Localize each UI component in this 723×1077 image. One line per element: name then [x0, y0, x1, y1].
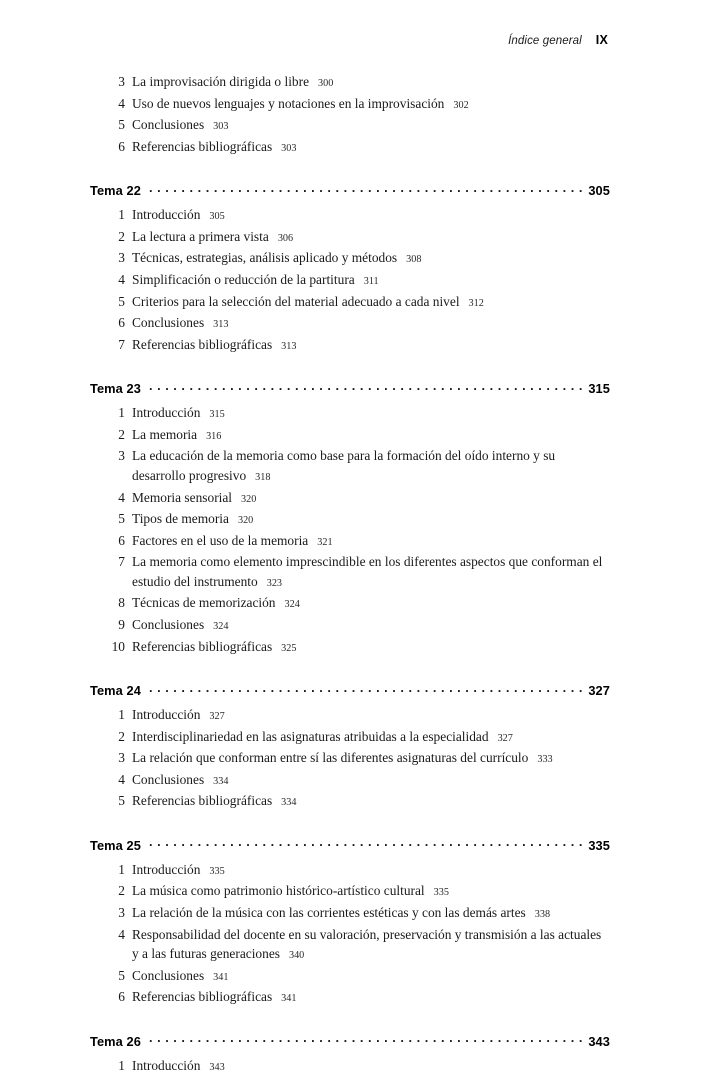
toc-entry[interactable]	[90, 425, 610, 447]
toc-entry[interactable]	[90, 1056, 610, 1077]
toc-entry-page-number: 311	[363, 275, 379, 287]
toc-entry-page-number: 338	[534, 909, 551, 920]
toc-entry-title: Responsabilidad del docente en su valoración, preservación y transmisión a las actuales y a las futuras generaciones	[132, 926, 602, 962]
toc-entry-page-number: 333	[537, 754, 553, 766]
toc-entry-page-number: 303	[281, 142, 297, 154]
toc-entry-body	[132, 425, 610, 447]
toc-entry-page-number: 335	[209, 865, 225, 877]
toc-entry-page-number: 306	[277, 232, 294, 244]
toc-entry[interactable]	[90, 637, 610, 659]
toc-entry-body	[132, 488, 610, 510]
toc-entry-title: Introducción	[132, 1057, 201, 1073]
toc-entry-title: La improvisación dirigida o libre	[132, 74, 310, 89]
toc-entry[interactable]	[90, 227, 610, 249]
toc-entry-title: Memoria sensorial	[132, 489, 233, 505]
toc-section	[90, 1033, 610, 1077]
toc-entry-page-number: 327	[209, 711, 225, 723]
toc-entry-title: La lectura a primera vista	[132, 228, 269, 244]
toc-entry-title: Técnicas de memorización	[132, 595, 276, 611]
toc-entry-number: 2	[118, 728, 125, 744]
toc-entry-page-number: 320	[237, 515, 254, 527]
toc-entry-title: Técnicas, estrategias, análisis aplicado y métodos	[132, 250, 398, 266]
toc-entry-number: 2	[118, 426, 125, 442]
toc-entry-page-number: 321	[317, 536, 333, 548]
dot-leader	[149, 182, 582, 195]
toc-entry-page-number: 320	[241, 493, 257, 505]
toc-entry-title: Introducción	[132, 861, 201, 877]
toc-entry-page-number: 323	[266, 577, 282, 589]
toc-entry[interactable]	[90, 925, 610, 966]
toc-entry-page-number: 313	[281, 340, 297, 352]
toc-entry-title: Criterios para la selección del material adecuado a cada nivel	[132, 293, 460, 309]
toc-entry-body	[132, 637, 610, 659]
toc-entry[interactable]	[90, 705, 610, 727]
dot-leader	[149, 1033, 582, 1046]
toc-entry-page-number: 340	[288, 950, 305, 962]
toc-entry-number: 5	[118, 511, 125, 527]
toc-entry-body	[132, 987, 610, 1009]
toc-entry-number: 9	[118, 617, 125, 633]
toc-entry[interactable]	[90, 791, 610, 813]
toc-entry-title: Introducción	[132, 707, 201, 723]
toc-entry-body	[132, 115, 610, 137]
toc-entry-page-number: 308	[406, 254, 422, 266]
toc-section-heading-label: Tema 22	[90, 183, 141, 199]
toc-section-page-number: 315	[588, 381, 610, 397]
toc-entry-number: 1	[118, 707, 125, 723]
toc-entry-number: 3	[118, 750, 125, 766]
toc-entry-body	[132, 881, 610, 903]
toc-entry-title: Tipos de memoria	[132, 511, 229, 527]
toc-entry-title: Factores en el uso de la memoria	[132, 532, 309, 548]
dot-leader	[149, 837, 582, 850]
toc-entry-number: 5	[118, 967, 125, 983]
toc-entry-body	[132, 593, 610, 615]
toc-entry-body	[132, 72, 610, 94]
toc-entry-body	[132, 1056, 610, 1077]
toc-entry-body	[132, 903, 610, 925]
toc-entry-title: Uso de nuevos lenguajes y notaciones en la improvisación	[132, 95, 445, 111]
toc-section-page-number: 327	[588, 683, 610, 699]
toc-section-page-number: 335	[588, 837, 610, 853]
toc-entry-number: 1	[118, 207, 125, 223]
toc-section	[90, 182, 610, 356]
toc-entry-title: Referencias bibliográficas	[132, 793, 273, 809]
toc-entry-page-number: 334	[281, 797, 297, 809]
toc-entry-number: 1	[118, 405, 125, 421]
toc-entry-number: 3	[118, 905, 125, 920]
toc-entry-number: 10	[111, 638, 125, 654]
toc-section-heading[interactable]	[90, 1033, 610, 1049]
toc-entry-number: 4	[118, 771, 125, 787]
toc-entry-title: La relación de la música con las corrientes estéticas y con las demás artes	[132, 905, 526, 920]
toc-section	[90, 72, 610, 158]
toc-entry[interactable]	[90, 552, 610, 593]
toc-entry-body	[132, 531, 610, 553]
toc-entry[interactable]	[90, 72, 610, 94]
toc-entry-number: 6	[118, 138, 125, 154]
toc-entry[interactable]	[90, 860, 610, 882]
toc-entry[interactable]	[90, 313, 610, 335]
toc-entry-body	[132, 270, 610, 292]
toc-entry[interactable]	[90, 727, 610, 749]
toc-entry[interactable]	[90, 509, 610, 531]
toc-entry-number: 1	[118, 1057, 125, 1073]
toc-entry-title: Conclusiones	[132, 117, 205, 133]
toc-entry-page-number: 303	[213, 121, 229, 133]
toc-entry[interactable]	[90, 292, 610, 314]
toc-section	[90, 380, 610, 658]
toc-entry-number: 3	[118, 74, 125, 89]
toc-section	[90, 837, 610, 1009]
toc-entry[interactable]	[90, 94, 610, 116]
toc-section-heading[interactable]	[90, 682, 610, 698]
toc-entry-body	[132, 509, 610, 531]
toc-entry-body	[132, 137, 610, 159]
toc-entry-number: 5	[118, 117, 125, 133]
toc-entry-number: 7	[118, 336, 125, 352]
toc-entry-title: Conclusiones	[132, 967, 205, 983]
toc-entry-body	[132, 727, 610, 749]
toc-section-heading[interactable]	[90, 380, 610, 396]
toc-section-heading-label: Tema 26	[90, 1033, 141, 1049]
page-folio-number: IX	[595, 33, 608, 47]
toc-section-page-number: 343	[588, 1033, 610, 1049]
toc-entry-page-number: 324	[284, 599, 300, 611]
toc-entry[interactable]	[90, 903, 610, 925]
toc-entry-title: La memoria	[132, 426, 198, 442]
dot-leader	[149, 380, 582, 393]
toc-entry-page-number: 300	[318, 78, 334, 89]
toc-entry-body	[132, 925, 610, 966]
toc-entry-title: La música como patrimonio histórico-artístico cultural	[132, 883, 425, 899]
toc-entry-body	[132, 403, 610, 425]
toc-entry-number: 5	[118, 793, 125, 809]
toc-entry-title: La educación de la memoria como base para la formación del oído interno y su desarrollo progresivo	[132, 448, 556, 483]
toc-entry[interactable]	[90, 966, 610, 988]
toc-entry-page-number: 313	[213, 319, 229, 331]
toc-entry[interactable]	[90, 335, 610, 357]
toc-entry[interactable]	[90, 770, 610, 792]
toc-entry-number: 1	[118, 861, 125, 877]
toc-entry-body	[132, 791, 610, 813]
toc-entry-number: 4	[118, 95, 125, 111]
toc-entry-number: 2	[118, 883, 125, 899]
toc-entry-title: Conclusiones	[132, 315, 205, 331]
toc-entry[interactable]	[90, 446, 610, 487]
toc-entry-page-number: 305	[209, 211, 225, 223]
toc-entry-title: Simplificación o reducción de la partitura	[132, 271, 355, 287]
toc-entry-body	[132, 248, 610, 270]
toc-entry[interactable]	[90, 403, 610, 425]
toc-entry[interactable]	[90, 115, 610, 137]
toc-entry-number: 6	[118, 315, 125, 331]
dot-leader	[149, 682, 582, 695]
running-head-title: Índice general	[508, 35, 582, 47]
toc-entry-body	[132, 966, 610, 988]
toc-entry-page-number: 324	[213, 621, 229, 633]
toc-entry-page-number: 325	[281, 642, 297, 654]
toc-section-heading[interactable]	[90, 182, 610, 198]
toc-entry-body	[132, 205, 610, 227]
toc-section-page-number: 305	[588, 183, 610, 199]
toc-entry-title: Referencias bibliográficas	[132, 638, 273, 654]
toc-entry-body	[132, 748, 610, 770]
toc-entry-number: 5	[118, 293, 125, 309]
toc-entry[interactable]	[90, 137, 610, 159]
toc-section-heading-label: Tema 23	[90, 381, 141, 397]
toc-entry[interactable]	[90, 881, 610, 903]
toc-entry-number: 4	[118, 489, 125, 505]
toc-entry-title: La relación que conforman entre sí las diferentes asignaturas del currículo	[132, 750, 529, 766]
toc-entry-body	[132, 313, 610, 335]
toc-entry-body	[132, 770, 610, 792]
toc-entry-page-number: 315	[209, 409, 225, 421]
toc-entry[interactable]	[90, 488, 610, 510]
toc-entry-body	[132, 615, 610, 637]
toc-entry[interactable]	[90, 987, 610, 1009]
toc-entry-page-number: 334	[213, 775, 229, 787]
toc-entry-number: 6	[118, 532, 125, 548]
toc-entry-page-number: 341	[213, 971, 229, 983]
toc-entry-title: Conclusiones	[132, 617, 205, 633]
toc-entry-number: 6	[118, 989, 125, 1005]
toc-entry-page-number: 302	[453, 99, 469, 111]
toc-entry-title: Introducción	[132, 207, 201, 223]
toc-entry-title: Interdisciplinariedad en las asignaturas atribuidas a la especialidad	[132, 728, 489, 744]
toc-entry[interactable]	[90, 593, 610, 615]
toc-entry-title: Conclusiones	[132, 771, 205, 787]
toc-entry[interactable]	[90, 531, 610, 553]
toc-entry-body	[132, 292, 610, 314]
toc-entry-body	[132, 227, 610, 249]
toc-entry-page-number: 341	[281, 993, 297, 1005]
toc-entry-number: 3	[118, 250, 125, 266]
toc-entry[interactable]	[90, 748, 610, 770]
toc-entry-number: 4	[118, 926, 125, 942]
toc-entry-number: 3	[118, 448, 125, 464]
running-head	[116, 33, 608, 53]
toc-entry-body	[132, 94, 610, 116]
toc-entry-body	[132, 335, 610, 357]
table-of-contents	[90, 72, 610, 1077]
toc-entry-body	[132, 705, 610, 727]
toc-entry-page-number: 318	[255, 471, 271, 483]
toc-entry[interactable]	[90, 270, 610, 292]
toc-entry-title: Referencias bibliográficas	[132, 336, 273, 352]
toc-entry-title: Introducción	[132, 405, 201, 421]
toc-entry-number: 4	[118, 271, 125, 287]
toc-entry[interactable]	[90, 615, 610, 637]
toc-entry-title: Referencias bibliográficas	[132, 989, 273, 1005]
toc-entry-body	[132, 446, 610, 487]
toc-entry-body	[132, 860, 610, 882]
toc-entry-title: La memoria como elemento imprescindible en los diferentes aspectos que conforman el estudio del instrumento	[132, 554, 603, 589]
toc-entry-number: 2	[118, 228, 125, 244]
toc-section-heading-label: Tema 25	[90, 837, 141, 853]
toc-entry-page-number: 327	[497, 732, 513, 744]
toc-entry-page-number: 316	[206, 430, 222, 442]
toc-section	[90, 682, 610, 813]
toc-entry-page-number: 343	[209, 1061, 225, 1073]
toc-entry[interactable]	[90, 205, 610, 227]
toc-entry-title: Referencias bibliográficas	[132, 138, 273, 154]
toc-entry-body	[132, 552, 610, 593]
toc-section-heading-label: Tema 24	[90, 683, 141, 699]
toc-entry-number: 7	[118, 554, 125, 570]
toc-entry-number: 8	[118, 595, 125, 611]
toc-entry-page-number: 335	[433, 887, 449, 899]
toc-section-heading[interactable]	[90, 837, 610, 853]
toc-entry[interactable]	[90, 248, 610, 270]
toc-entry-page-number: 312	[468, 297, 484, 309]
